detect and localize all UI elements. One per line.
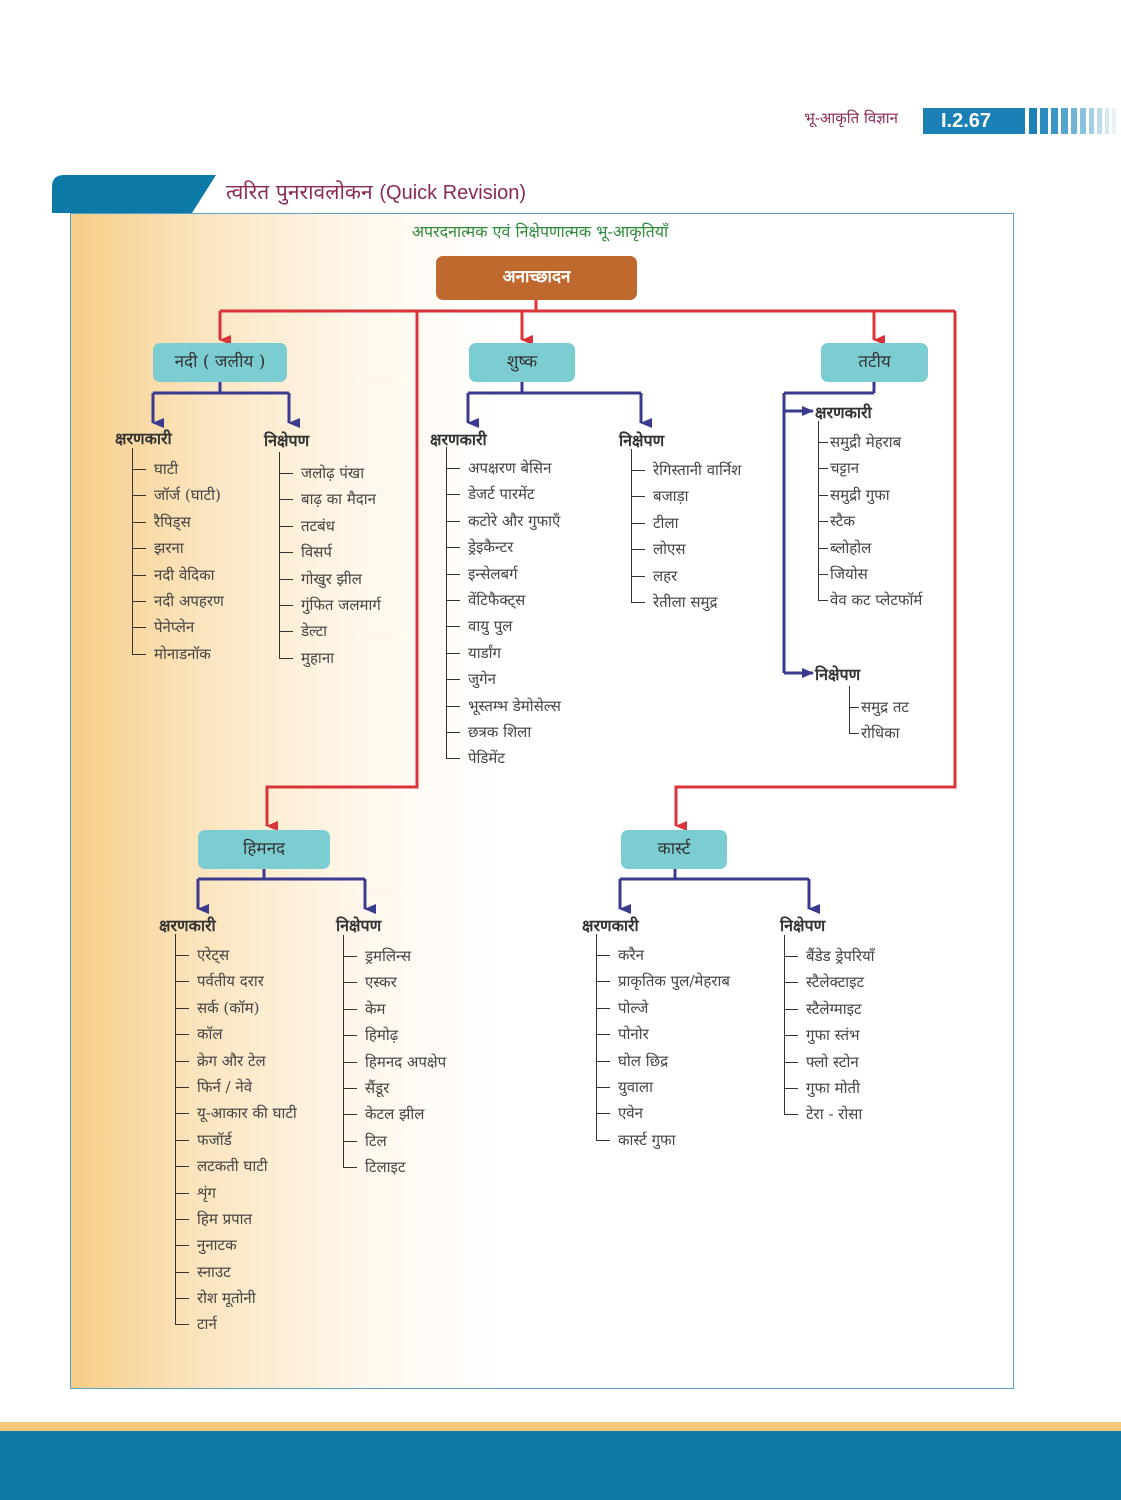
list-item: एरेट्स [175,942,297,968]
glacial-erosional-heading: क्षरणकारी [159,916,216,935]
list-item: समुद्र तट [849,694,909,720]
list-item: फजॉर्ड [175,1127,297,1153]
list-item: पेनेप्लेन [132,614,224,640]
category-glacial: हिमनद [198,830,330,869]
list-item: मोनाडनॉक [132,641,224,667]
coastal-depositional-heading: निक्षेपण [815,665,861,684]
list-item: विसर्प [279,539,381,565]
page-number: I.2.67 [923,108,1025,134]
list-item: हिमनद अपक्षेप [343,1049,446,1075]
list-item: भूस्तम्भ डेमोसेल्स [446,693,561,719]
list-item: सैंडूर [343,1075,446,1101]
list-item: ड्रमलिन्स [343,943,446,969]
list-item: गोखुर झील [279,566,381,592]
list-item: चट्टान [818,455,922,481]
list-item: वेंटिफैक्ट्स [446,587,561,613]
list-item: फ्लो स्टोन [784,1049,875,1075]
list-item: कटोरे और गुफाएँ [446,508,561,534]
list-item: करैन [596,942,730,968]
list-item: टिलाइट [343,1154,446,1180]
list-item: टार्न [175,1311,297,1337]
karst-depositional-heading: निक्षेपण [780,916,826,935]
coastal-erosional-heading: क्षरणकारी [815,403,872,422]
list-item: शृंग [175,1180,297,1206]
list-item: पोनोर [596,1021,730,1047]
list-item: एस्कर [343,969,446,995]
list-item: वायु पुल [446,613,561,639]
list-item: बाढ़ का मैदान [279,486,381,512]
arid-depositional-heading: निक्षेपण [619,431,665,450]
root-node: अनाच्छादन [436,256,637,300]
list-item: डेल्टा [279,618,381,644]
list-item: वेव कट प्लेटफॉर्म [818,587,922,613]
list-item: स्टैलेग्माइट [784,996,875,1022]
list-item: पर्वतीय दरार [175,968,297,994]
list-item: यार्डांग [446,640,561,666]
glacial-depositional-heading: निक्षेपण [336,916,382,935]
category-arid: शुष्क [469,343,575,382]
list-item: इन्सेलबर्ग [446,561,561,587]
list-item: कार्स्ट गुफा [596,1127,730,1153]
list-item: रोधिका [849,720,909,746]
list-item: पोल्जे [596,995,730,1021]
list-item: समुद्री गुफा [818,482,922,508]
section-title-english: (Quick Revision) [379,182,527,204]
list-item: घोल छिद्र [596,1048,730,1074]
list-item: नदी वेदिका [132,562,224,588]
list-item: एवेन [596,1100,730,1126]
list-item: हिम प्रपात [175,1206,297,1232]
list-item: हिमोढ़ [343,1022,446,1048]
list-item: मुहाना [279,645,381,671]
list-item: रेगिस्तानी वार्निश [631,457,741,483]
list-item: केटल झील [343,1101,446,1127]
list-item: ड्रेइकैन्टर [446,534,561,560]
list-item: जॉर्ज (घाटी) [132,482,224,508]
list-item: बैंडेड ड्रेपरियाँ [784,943,875,969]
list-item: स्टैलेक्टाइट [784,969,875,995]
river-erosional-list [132,456,224,667]
list-item: स्नाउट [175,1259,297,1285]
list-item: स्टैक [818,508,922,534]
list-item: रैपिड्स [132,509,224,535]
karst-erosional-list [596,942,730,1153]
list-item: क्रेग और टेल [175,1048,297,1074]
category-coastal: तटीय [821,343,928,382]
footer-accent-strip [0,1422,1121,1431]
list-item: तटबंध [279,513,381,539]
list-item: युवाला [596,1074,730,1100]
header-subject: भू-आकृति विज्ञान [804,109,898,127]
list-item: डेजर्ट पारमेंट [446,481,561,507]
list-item: लटकती घाटी [175,1153,297,1179]
arid-erosional-heading: क्षरणकारी [430,430,487,449]
list-item: नुनाटक [175,1232,297,1258]
list-item: रोश मूतोनी [175,1285,297,1311]
river-depositional-heading: निक्षेपण [264,431,310,450]
list-item: लोएस [631,536,741,562]
diagram-heading: अपरदनात्मक एवं निक्षेपणात्मक भू-आकृतियाँ [411,222,669,241]
arid-erosional-list [446,455,561,772]
river-erosional-heading: क्षरणकारी [115,429,172,448]
list-item: छत्रक शिला [446,719,561,745]
list-item: बजाड़ा [631,483,741,509]
list-item: गुफा मोती [784,1075,875,1101]
list-item: रेतीला समुद्र [631,589,741,615]
category-karst: कार्स्ट [621,830,727,869]
list-item: जियोस [818,561,922,587]
coastal-depositional-list [849,694,909,747]
list-item: लहर [631,563,741,589]
glacial-depositional-list [343,943,446,1181]
karst-erosional-heading: क्षरणकारी [582,916,639,935]
list-item: प्राकृतिक पुल/मेहराब [596,968,730,994]
glacial-erosional-list [175,942,297,1338]
list-item: गुंफित जलमार्ग [279,592,381,618]
list-item: जलोढ़ पंखा [279,460,381,486]
list-item: अपक्षरण बेसिन [446,455,561,481]
karst-depositional-list [784,943,875,1128]
list-item: कॉल [175,1021,297,1047]
river-depositional-list [279,460,381,671]
list-item: यू-आकार की घाटी [175,1100,297,1126]
list-item: टिल [343,1128,446,1154]
list-item: गुफा स्तंभ [784,1022,875,1048]
list-item: टीला [631,510,741,536]
list-item: जुगेन [446,666,561,692]
list-item: घाटी [132,456,224,482]
list-item: फिर्न / नेवे [175,1074,297,1100]
list-item: झरना [132,535,224,561]
coastal-erosional-list [818,429,922,614]
list-item: ब्लोहोल [818,535,922,561]
category-river: नदी ( जलीय ) [153,343,287,382]
list-item: नदी अपहरण [132,588,224,614]
arid-depositional-list [631,457,741,615]
list-item: समुद्री मेहराब [818,429,922,455]
list-item: टेरा - रोसा [784,1101,875,1127]
footer-bar [0,1431,1121,1500]
list-item: पेडिमेंट [446,745,561,771]
list-item: केम [343,996,446,1022]
list-item: सर्क (कॉम) [175,995,297,1021]
section-title-hindi: त्वरित पुनरावलोकन [226,180,373,204]
